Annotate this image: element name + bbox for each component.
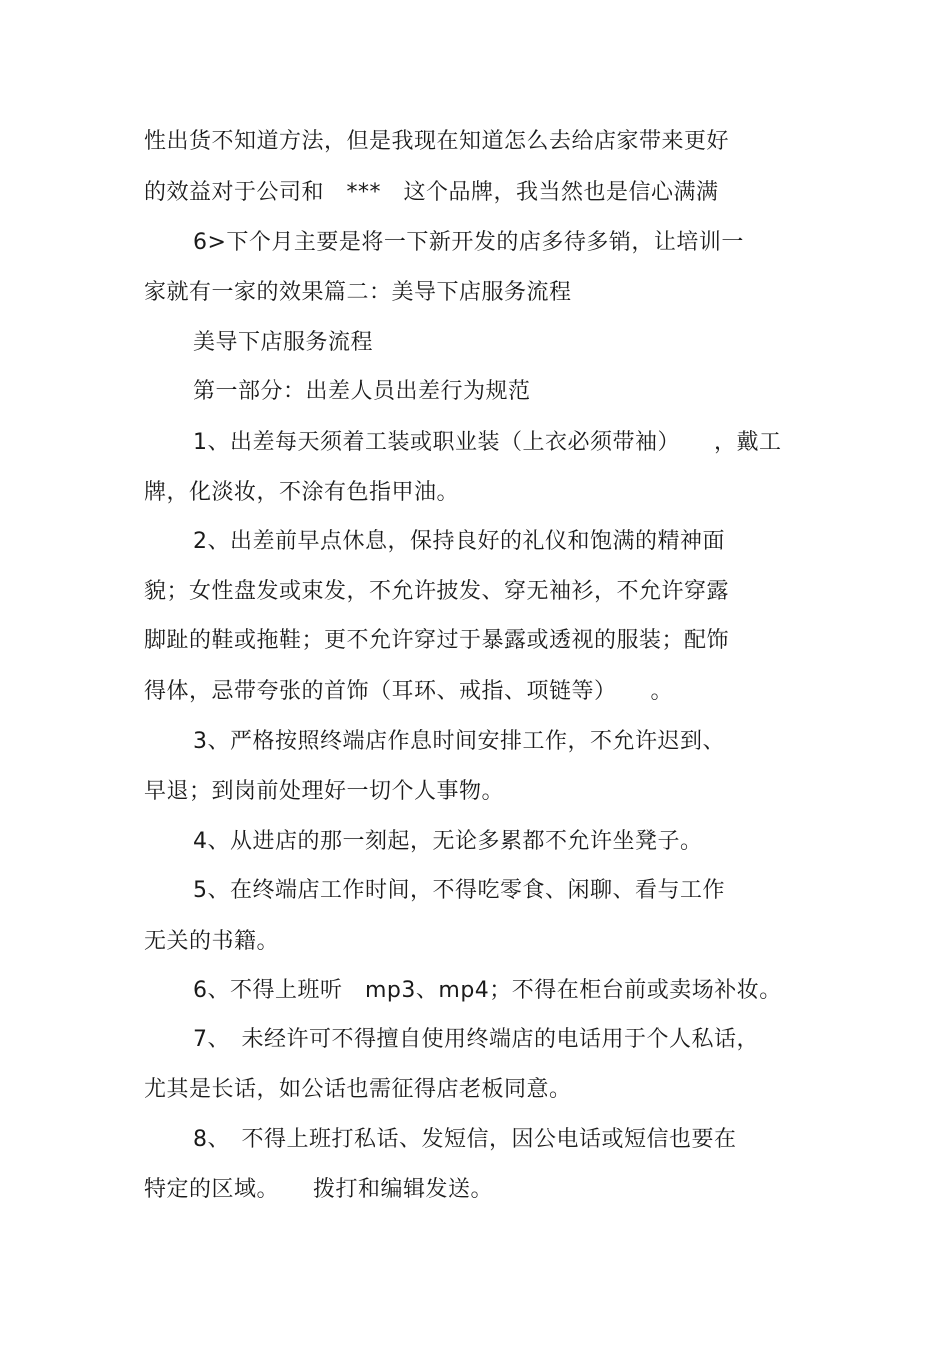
- text-line: 特定的区域。 拨打和编辑发送。: [144, 1177, 494, 1202]
- text-line: 牌，化淡妆，不涂有色指甲油。: [144, 480, 460, 505]
- text-line: 2、出差前早点休息，保持良好的礼仪和饱满的精神面: [193, 529, 725, 554]
- text-line: 的效益对于公司和 *** 这个品牌，我当然也是信心满满: [144, 180, 719, 205]
- text-line: 6、不得上班听 mp3、mp4；不得在柜台前或卖场补妆。: [193, 978, 782, 1003]
- text-line: 貌；女性盘发或束发，不允许披发、穿无袖衫，不允许穿露: [144, 579, 730, 604]
- text-line: 得体，忌带夸张的首饰（耳环、戒指、项链等） 。: [144, 679, 674, 704]
- text-line: 家就有一家的效果篇二：美导下店服务流程: [144, 280, 572, 305]
- text-line: 3、严格按照终端店作息时间安排工作，不允许迟到、: [193, 729, 725, 754]
- text-line: 5、在终端店工作时间，不得吃零食、闲聊、看与工作: [193, 878, 725, 903]
- text-line: 6>下个月主要是将一下新开发的店多待多销，让培训一: [193, 230, 744, 255]
- text-line: 4、从进店的那一刻起，无论多累都不允许坐凳子。: [193, 829, 703, 854]
- text-line: 脚趾的鞋或拖鞋；更不允许穿过于暴露或透视的服装；配饰: [144, 628, 730, 653]
- section-title: 美导下店服务流程: [193, 330, 374, 355]
- text-line: 1、出差每天须着工装或职业装（上衣必须带袖） ，戴工: [193, 430, 782, 455]
- text-line: 7、 未经许可不得擅自使用终端店的电话用于个人私话，: [193, 1027, 759, 1052]
- text-line: 8、 不得上班打私话、发短信，因公电话或短信也要在: [193, 1127, 737, 1152]
- text-line: 无关的书籍。: [144, 929, 280, 954]
- text-line: 尤其是长话，如公话也需征得店老板同意。: [144, 1077, 572, 1102]
- section-heading: 第一部分：出差人员出差行为规范: [193, 379, 531, 404]
- text-line: 性出货不知道方法，但是我现在知道怎么去给店家带来更好: [144, 129, 730, 154]
- text-line: 早退；到岗前处理好一切个人事物。: [144, 779, 505, 804]
